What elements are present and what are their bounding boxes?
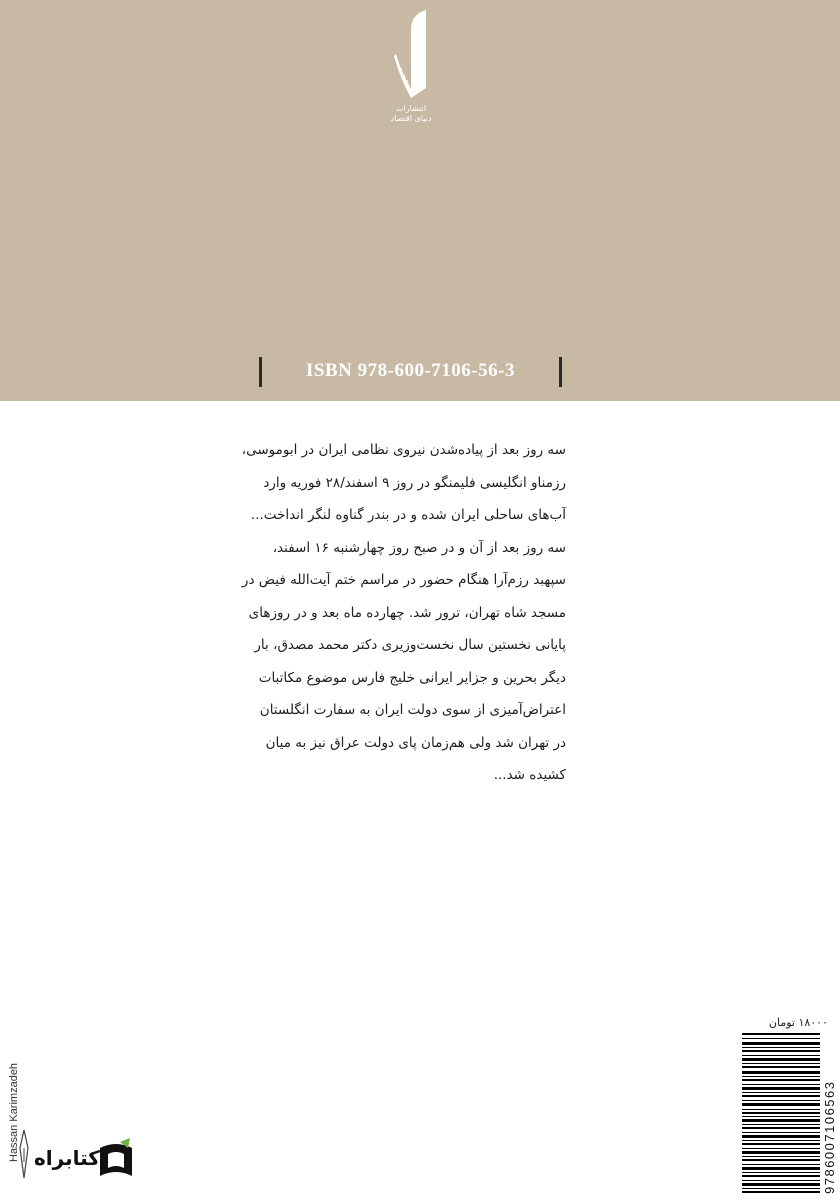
blurb-line: کشیده شد...: [493, 767, 566, 783]
brand-name: کتابراه: [34, 1146, 100, 1170]
cover-top-band: [0, 0, 840, 401]
publisher-name: [380, 104, 442, 124]
blurb-line: سپهبد رزم‌آرا هنگام حضور در مراسم ختم آیت‌الله فیض در: [241, 572, 566, 588]
isbn-barcode: [742, 1033, 826, 1193]
publisher-name-line2: دنیای اقتصاد: [390, 114, 432, 123]
blurb-line: پایانی نخستین سال نخست‌وزیری دکتر محمد مصدق، بار: [254, 637, 566, 653]
isbn-divider-right: [559, 357, 562, 387]
price-label: ۱۸۰۰۰ تومان: [768, 1016, 828, 1029]
publisher-name-line1: انتشارات: [395, 104, 427, 113]
barcode-digits: 9786007106563: [822, 1080, 837, 1194]
blurb-line: سه روز بعد از آن و در صبح روز چهارشنبه ۱۶ اسفند،: [272, 539, 566, 556]
blurb-line: آب‌های ساحلی ایران شده و در بندر گناوه لنگر انداخت...: [250, 507, 566, 523]
blurb-line: در تهران شد ولی هم‌زمان پای دولت عراق نیز به میان: [265, 734, 566, 751]
designer-credit: Hassan Karimzadeh: [8, 1062, 20, 1162]
blurb-line: رزمناو انگلیسی فلیمنگو در روز ۹ اسفند/۲۸ فوریه وارد: [263, 474, 566, 491]
pen-nib-icon: [16, 1128, 32, 1180]
blurb-line: دیگر بحرین و جزایر ایرانی خلیج فارس موضوع مکاتبات: [258, 669, 566, 686]
blurb-line: سه روز بعد از پیاده‌شدن نیروی نظامی ایران در ابوموسی،: [241, 442, 566, 458]
ketabrah-brand: [34, 1138, 134, 1188]
back-cover-blurb: [241, 434, 566, 792]
blurb-line: مسجد شاه تهران، ترور شد. چهارده ماه بعد و در روزهای: [248, 604, 566, 621]
book-fan-icon: [380, 8, 442, 104]
blurb-line: اعتراض‌آمیزی از سوی دولت ایران به سفارت انگلستان: [259, 702, 566, 718]
isbn-label: ISBN 978-600-7106-56-3: [306, 360, 515, 381]
ketabrah-logo-icon: [94, 1138, 138, 1182]
publisher-logo: [380, 8, 442, 128]
